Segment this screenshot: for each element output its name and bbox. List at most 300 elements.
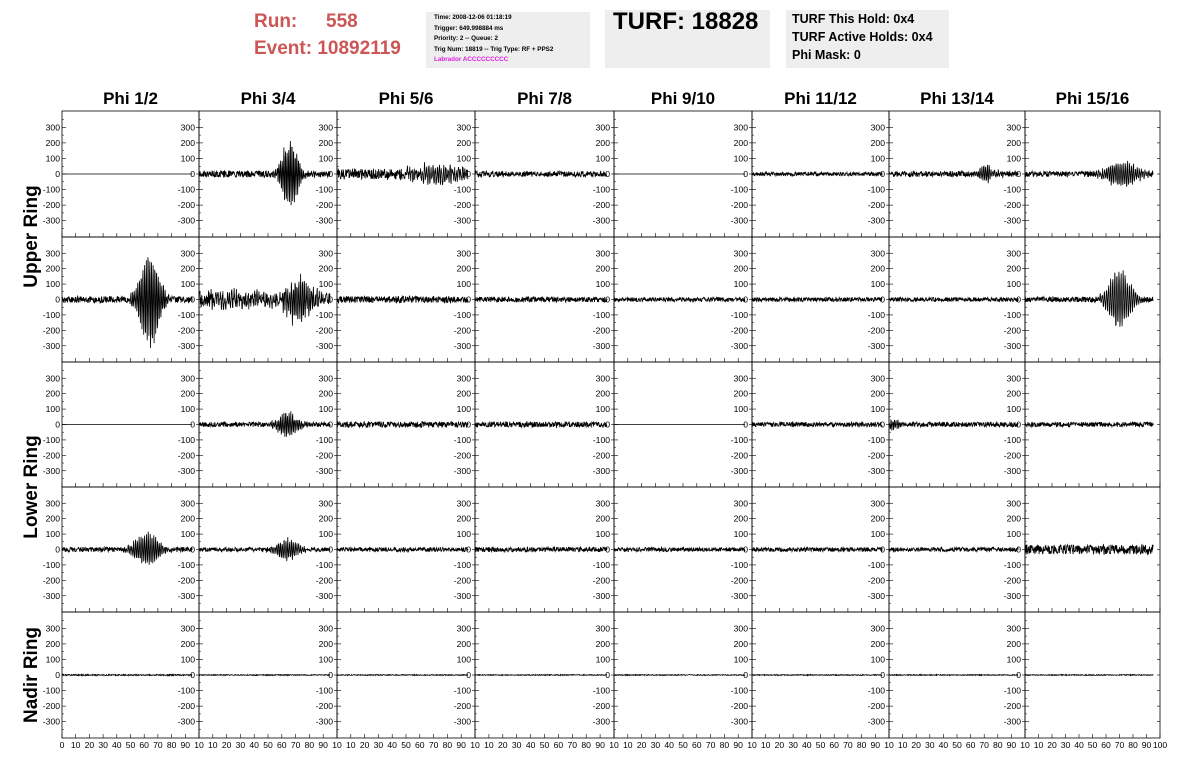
y-tick-label: 100 [45,654,60,665]
x-tick-label: 90 [595,740,605,750]
waveform-trace [614,547,745,551]
x-tick-label: 60 [1101,740,1111,750]
y-tick-label-right: 300 [733,248,748,259]
y-tick-label-right: -200 [867,575,885,586]
y-tick-label-right: -300 [177,340,195,351]
waveform-trace [199,141,330,205]
column-header-4: Phi 7/8 [517,89,572,108]
y-tick-label: 0 [55,169,60,179]
y-tick-label-right: 200 [1006,263,1021,274]
y-tick-label-right: 100 [180,529,195,540]
turf-value: TURF: 18828 [613,8,759,35]
y-tick-label-right: 0 [743,670,748,680]
y-tick-label-right: -300 [1003,590,1021,601]
x-tick-label: 10 [884,740,894,750]
y-tick-label-right: -100 [867,685,885,696]
y-tick-label-right: 0 [190,670,195,680]
y-tick-label-right: 0 [605,294,610,305]
y-tick-label-right: 300 [870,122,885,133]
y-tick-label-right: -100 [867,184,885,195]
x-tick-label: 80 [1128,740,1138,750]
y-tick-label-right: 100 [733,404,748,415]
y-tick-label-right: -100 [592,434,610,445]
y-tick-label-right: 200 [1006,513,1021,524]
y-tick-label-right: 300 [180,122,195,133]
y-tick-label-right: -100 [315,434,333,445]
waveform-trace [199,675,330,676]
y-tick-label-right: 0 [328,544,333,555]
y-tick-label-right: 100 [318,279,333,290]
y-tick-label-right: -200 [592,575,610,586]
waveform-trace [889,547,1018,551]
y-tick-label-right: 300 [595,373,610,384]
y-tick-label-right: 200 [180,263,195,274]
waveform-trace [199,537,330,561]
y-tick-label-right: 200 [456,513,471,524]
y-tick-label-right: 0 [605,419,610,430]
y-tick-label-right: 200 [318,263,333,274]
x-tick-label: 30 [1060,740,1071,750]
waveform-trace [199,411,330,437]
x-tick-label: 40 [938,740,949,750]
y-tick-label-right: -300 [730,340,748,351]
y-tick-label-right: -100 [730,184,748,195]
y-tick-label-right: -300 [315,590,333,601]
x-tick-label: 80 [166,740,177,750]
y-tick-label-right: 200 [318,638,333,649]
y-tick-label-right: 0 [880,294,885,305]
y-tick-label-right: 100 [595,529,610,540]
y-tick-label-right: 100 [456,153,471,164]
x-tick-label: 10 [897,740,908,750]
x-tick-label: 10 [609,740,619,750]
y-tick-label-right: -300 [315,340,333,351]
x-tick-label: 10 [1033,740,1044,750]
y-tick-label-right: 0 [190,294,195,305]
y-tick-label-right: 200 [595,137,610,148]
y-tick-label-right: -100 [453,685,471,696]
waveform-trace [614,297,745,301]
y-tick-label-right: 300 [318,248,333,259]
y-tick-label-right: 300 [733,623,748,634]
x-tick-label: 20 [221,740,232,750]
y-tick-label-right: 0 [743,544,748,555]
y-tick-label-right: -200 [177,450,195,461]
y-tick-label-right: -200 [730,325,748,336]
y-tick-label-right: -100 [1003,685,1021,696]
y-tick-label-right: 200 [870,388,885,399]
x-tick-label: 30 [650,740,661,750]
y-tick-label-right: 300 [1006,248,1021,259]
y-tick-label-right: 300 [318,498,333,509]
y-tick-label-right: -300 [592,340,610,351]
y-tick-label-right: -200 [730,200,748,211]
y-tick-label-right: 0 [880,169,885,179]
y-tick-label-right: 100 [595,404,610,415]
y-tick-label-right: 300 [733,498,748,509]
ring-label-2: Lower Ring [21,435,42,539]
x-tick-label: 50 [952,740,962,750]
y-tick-label-right: 300 [870,248,885,259]
time-text: Time: 2008-12-06 01:18:19 [434,14,512,21]
x-tick-label: 30 [788,740,798,750]
x-tick-label: 40 [249,740,259,750]
y-tick-label-right: 100 [870,654,885,665]
y-tick-label-right: -300 [177,590,195,601]
x-tick-label: 0 [59,740,65,750]
waveform-trace [1025,270,1153,327]
y-tick-label-right: 0 [605,544,610,555]
x-tick-label: 10 [70,740,81,750]
y-tick-label-right: 300 [1006,498,1021,509]
x-tick-label: 80 [442,740,453,750]
y-tick-label-right: -200 [453,450,471,461]
y-tick-label: 0 [55,294,60,305]
waveform-trace [1025,161,1153,187]
y-tick-label-right: 0 [743,294,748,305]
y-tick-label: -100 [42,309,60,320]
y-tick-label-right: -300 [453,716,471,727]
y-tick-label: -100 [42,559,60,570]
y-tick-label-right: -100 [177,559,195,570]
y-tick-label: 200 [45,263,60,274]
y-tick-label-right: 200 [1006,137,1021,148]
y-tick-label-right: -300 [453,465,471,476]
y-tick-label: -300 [42,465,60,476]
x-tick-label: 10 [346,740,356,750]
y-tick-label-right: 200 [733,137,748,148]
waveform-trace [1025,422,1153,427]
y-tick-label-right: 200 [180,513,195,524]
y-tick-label-right: 100 [595,279,610,290]
y-tick-label-right: -100 [315,559,333,570]
y-tick-label-right: -200 [592,325,610,336]
y-tick-label-right: -200 [867,450,885,461]
x-tick-label: 10 [208,740,218,750]
y-tick-label-right: -300 [592,465,610,476]
x-tick-label: 70 [567,740,578,750]
y-tick-label-right: -300 [730,215,748,226]
waveform-trace [1025,545,1153,555]
y-tick-label-right: 300 [733,373,748,384]
y-tick-label-right: -300 [453,215,471,226]
y-tick-label-right: -100 [315,685,333,696]
trigger-text: Trigger: 649.998884 ms [434,24,504,32]
y-tick-label-right: 100 [318,153,333,164]
y-tick-label-right: 0 [605,169,610,179]
y-tick-label-right: 300 [870,623,885,634]
column-header-7: Phi 13/14 [920,89,994,108]
y-tick-label-right: 0 [1016,294,1021,305]
waveform-trace [337,296,468,303]
x-tick-label: 90 [870,740,881,750]
y-tick-label-right: 300 [456,122,471,133]
event-label: Event: [254,38,313,59]
y-tick-label: -100 [42,685,60,696]
y-tick-label-right: 0 [466,294,471,305]
waveform-trace [337,162,468,185]
y-tick-label-right: 300 [595,623,610,634]
y-tick-label-right: 100 [180,279,195,290]
x-tick-label: 70 [428,740,439,750]
x-tick-label: 50 [401,740,411,750]
y-tick-label-right: -200 [1003,450,1021,461]
y-tick-label-right: 0 [466,169,471,179]
y-tick-label-right: 300 [1006,122,1021,133]
y-tick-label-right: -300 [867,215,885,226]
y-tick-label: 100 [45,279,60,290]
waveform-trace [752,547,882,551]
x-tick-label: 60 [829,740,839,750]
y-tick-label-right: -200 [177,325,195,336]
ring-label-3: Nadir Ring [21,626,42,724]
y-tick-label-right: -300 [592,590,610,601]
event-value: 10892119 [317,38,401,59]
y-tick-label-right: -200 [315,325,333,336]
y-tick-label-right: -300 [177,716,195,727]
y-tick-label-right: 100 [456,404,471,415]
y-tick-label-right: -100 [867,309,885,320]
x-tick-label: 100 [1152,740,1168,750]
y-tick-label-right: 200 [595,638,610,649]
y-tick-label-right: 300 [318,373,333,384]
y-tick-label-right: -200 [453,325,471,336]
y-tick-label-right: -200 [867,200,885,211]
y-tick-label-right: -300 [177,215,195,226]
x-tick-label: 90 [456,740,466,750]
waveform-trace [337,421,468,427]
y-tick-label-right: 0 [1016,544,1021,555]
y-tick-label-right: 300 [870,498,885,509]
x-tick-label: 70 [979,740,989,750]
x-tick-label: 10 [194,740,204,750]
run-value: 558 [326,11,358,32]
y-tick-label-right: 300 [595,248,610,259]
y-tick-label-right: -300 [453,590,471,601]
y-tick-label-right: 0 [880,419,885,430]
x-tick-label: 90 [318,740,328,750]
x-tick-label: 30 [98,740,108,750]
y-tick-label-right: -100 [453,434,471,445]
y-tick-label-right: -300 [1003,340,1021,351]
x-tick-label: 20 [359,740,370,750]
y-tick-label-right: 100 [456,279,471,290]
waveform-trace [62,257,192,348]
y-tick-label: -100 [42,184,60,195]
waveform-trace [614,675,745,676]
y-tick-label-right: 200 [456,388,471,399]
y-tick-label-right: -200 [453,575,471,586]
waveform-trace [475,171,607,177]
x-tick-label: 60 [692,740,702,750]
y-tick-label-right: 0 [605,670,610,680]
column-header-6: Phi 11/12 [784,89,857,108]
y-tick-label-right: 300 [456,623,471,634]
y-tick-label-right: 200 [318,137,333,148]
y-tick-label-right: 100 [733,279,748,290]
x-tick-label: 80 [993,740,1003,750]
y-tick-label-right: 100 [1006,529,1021,540]
y-tick-label-right: 200 [1006,388,1021,399]
y-tick-label-right: 0 [743,169,748,179]
column-header-1: Phi 1/2 [103,89,158,108]
y-tick-label-right: -200 [592,200,610,211]
x-tick-label: 90 [733,740,743,750]
y-tick-label-right: -100 [867,434,885,445]
y-tick-label-right: -100 [730,559,748,570]
y-tick-label-right: 0 [328,169,333,179]
x-tick-label: 60 [277,740,287,750]
y-tick-label-right: 100 [180,153,195,164]
ring-label-1: Upper Ring [21,185,42,288]
y-tick-label-right: 100 [733,153,748,164]
waveform-trace [1025,675,1153,676]
waveform-trace [475,547,607,552]
y-tick-label-right: 0 [466,419,471,430]
y-tick-label-right: 300 [180,248,195,259]
y-tick-label-right: 200 [870,137,885,148]
waveform-trace [475,297,607,303]
x-tick-label: 10 [760,740,771,750]
x-tick-label: 50 [263,740,273,750]
phi-mask: Phi Mask: 0 [792,48,861,62]
y-tick-label-right: -300 [867,340,885,351]
x-tick-label: 60 [553,740,564,750]
y-tick-label-right: 200 [180,638,195,649]
x-tick-label: 70 [290,740,301,750]
y-tick-label-right: -200 [315,575,333,586]
y-tick-label-right: -300 [1003,215,1021,226]
y-tick-label-right: 100 [1006,404,1021,415]
y-tick-label-right: -200 [1003,200,1021,211]
y-tick-label: -300 [42,590,60,601]
y-tick-label-right: -100 [730,685,748,696]
y-tick-label-right: 0 [190,544,195,555]
x-tick-label: 20 [774,740,785,750]
y-tick-label-right: 0 [328,294,333,305]
y-tick-label-right: 200 [733,263,748,274]
y-tick-label-right: 200 [456,137,471,148]
y-tick-label-right: -100 [177,685,195,696]
y-tick-label-right: -200 [730,450,748,461]
x-tick-label: 20 [1047,740,1057,750]
y-tick-label-right: -300 [592,215,610,226]
y-tick-label-right: -300 [730,465,748,476]
y-tick-label: 100 [45,404,60,415]
waveform-trace [752,172,882,176]
x-tick-label: 70 [705,740,716,750]
y-tick-label-right: 200 [456,263,471,274]
y-tick-label-right: 100 [1006,279,1021,290]
x-tick-label: 70 [1114,740,1125,750]
x-tick-label: 10 [470,740,480,750]
priority-text: Priority: 2 -- Queue: 2 [434,35,499,43]
y-tick-label-right: 100 [595,654,610,665]
x-tick-label: 30 [925,740,935,750]
x-tick-label: 50 [1087,740,1098,750]
y-tick-label-right: -200 [177,701,195,712]
y-tick-label-right: -200 [315,701,333,712]
x-tick-label: 50 [539,740,550,750]
y-tick-label-right: -300 [315,716,333,727]
labrador-text: Labrador ACCCCCCCCC [434,56,509,64]
y-tick-label-right: -100 [177,309,195,320]
y-tick-label-right: 200 [733,388,748,399]
x-tick-label: 10 [484,740,494,750]
y-tick-label-right: 300 [870,373,885,384]
y-tick-label-right: 0 [880,670,885,680]
y-tick-label: 100 [45,529,60,540]
y-tick-label-right: -200 [177,575,195,586]
y-tick-label-right: -300 [592,716,610,727]
column-header-8: Phi 15/16 [1055,89,1130,108]
y-tick-label-right: 0 [466,544,471,555]
y-tick-label-right: 200 [180,137,195,148]
y-tick-label-right: -100 [592,309,610,320]
y-tick-label: 300 [45,122,60,133]
y-tick-label: 0 [55,419,60,430]
waveform-trace [889,297,1018,301]
y-tick-label-right: -200 [592,450,610,461]
y-tick-label-right: -300 [453,340,471,351]
waveform-trace [62,532,192,565]
waveform-trace [752,675,882,676]
column-header-2: Phi 3/4 [240,89,296,108]
y-tick-label: -200 [42,325,60,336]
y-tick-label-right: -200 [177,200,195,211]
waveform-trace [337,547,468,551]
waveform-trace [199,274,330,326]
x-tick-label: 20 [636,740,647,750]
y-tick-label-right: 100 [456,654,471,665]
y-tick-label-right: 300 [456,248,471,259]
y-tick-label-right: -100 [177,184,195,195]
y-tick-label-right: -100 [730,434,748,445]
y-tick-label-right: -100 [1003,434,1021,445]
y-tick-label-right: -100 [1003,184,1021,195]
x-tick-label: 10 [332,740,342,750]
y-tick-label-right: 0 [1016,169,1021,179]
y-tick-label-right: 300 [1006,623,1021,634]
y-tick-label-right: 200 [1006,638,1021,649]
column-header-5: Phi 9/10 [650,89,716,108]
y-tick-label: -200 [42,701,60,712]
y-tick-label-right: -100 [867,559,885,570]
y-tick-label-right: -200 [1003,575,1021,586]
y-tick-label-right: -200 [1003,701,1021,712]
waveform-trace [475,422,607,428]
y-tick-label: -200 [42,200,60,211]
waveform-trace [475,675,607,676]
y-tick-label-right: -200 [315,200,333,211]
y-tick-label-right: 200 [318,513,333,524]
x-tick-label: 90 [1006,740,1017,750]
y-tick-label-right: -300 [867,465,885,476]
y-tick-label-right: -300 [315,215,333,226]
y-tick-label-right: -200 [867,325,885,336]
y-tick-label: 200 [45,513,60,524]
y-tick-label-right: 200 [180,388,195,399]
y-tick-label: -200 [42,575,60,586]
x-tick-label: 20 [84,740,95,750]
y-tick-label: -300 [42,215,60,226]
y-tick-label-right: 200 [870,263,885,274]
x-tick-label: 80 [304,740,315,750]
y-tick-label-right: 300 [456,373,471,384]
y-tick-label: -300 [42,716,60,727]
y-tick-label-right: 100 [733,529,748,540]
y-tick-label-right: -300 [730,590,748,601]
